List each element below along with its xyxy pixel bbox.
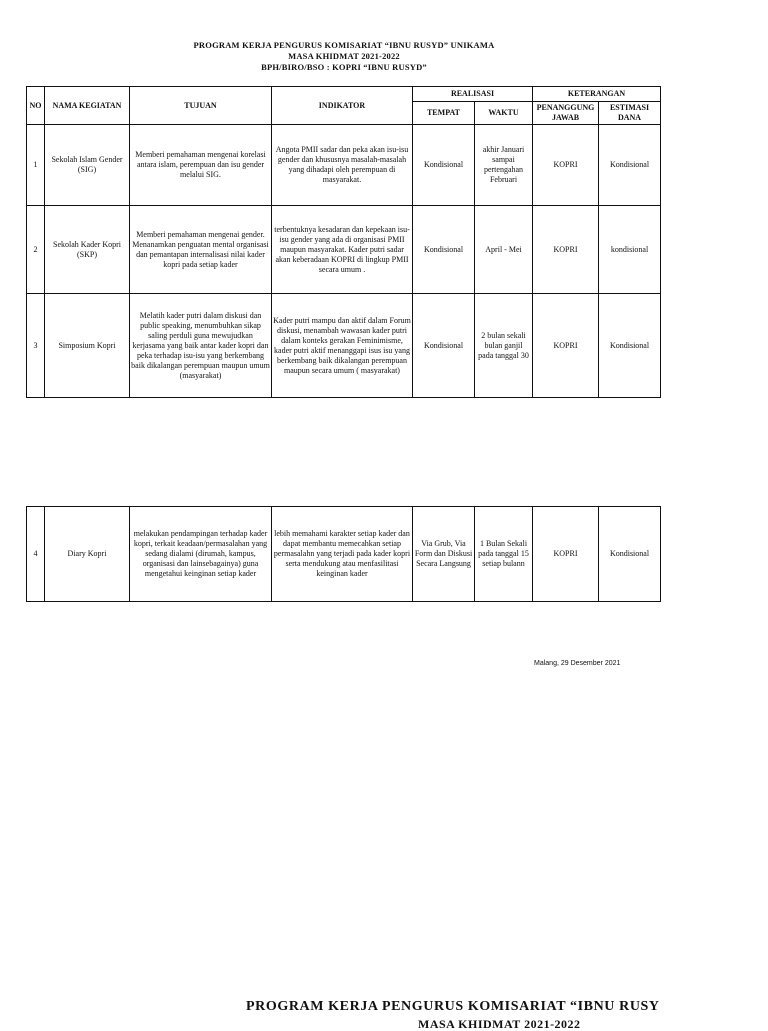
row-tempat: Via Grub, Via Form dan Diskusi Secara Langsung bbox=[413, 507, 475, 602]
header-period: MASA KHIDMAT 2021-2022 bbox=[288, 51, 400, 61]
program-table bbox=[26, 86, 661, 398]
header-penanggung-jawab: PENANGGUNG JAWAB bbox=[533, 102, 599, 125]
row-estimasi-dana: Kondisional bbox=[599, 507, 661, 602]
row-tujuan: Memberi pemahaman mengenai korelasi antara islam, perempuan dan isu gender melalui SIG. bbox=[130, 125, 272, 206]
row-tempat: Kondisional bbox=[413, 206, 475, 294]
row-nama-kegiatan: Sekolah Islam Gender (SIG) bbox=[45, 125, 130, 206]
header-no: NO bbox=[27, 87, 45, 125]
header-title: PROGRAM KERJA PENGURUS KOMISARIAT “IBNU RUSYD” UNIKAMA bbox=[193, 40, 495, 50]
row-indikator: Angota PMII sadar dan peka akan isu-isu gender dan khususnya masalah-masalah yang dihadapi oleh perempuan di masyarakat. bbox=[272, 125, 413, 206]
row-no: 4 bbox=[27, 507, 45, 602]
row-tempat: Kondisional bbox=[413, 125, 475, 206]
table-row bbox=[27, 507, 661, 602]
program-table-continued bbox=[26, 506, 661, 602]
next-page-title: PROGRAM KERJA PENGURUS KOMISARIAT “IBNU RUSY bbox=[246, 999, 660, 1014]
header-nama-kegiatan: NAMA KEGIATAN bbox=[45, 87, 130, 125]
row-estimasi-dana: Kondisional bbox=[599, 294, 661, 398]
row-estimasi-dana: kondisional bbox=[599, 206, 661, 294]
header-tempat: TEMPAT bbox=[413, 102, 475, 125]
row-tujuan: Melatih kader putri dalam diskusi dan public speaking, menumbuhkan sikap saling perduli guna mewujudkan kerjasama yang baik antar kader kopri dan peka terhadap isu-isu yang berkembang baik dikalangan perempuan maupun umum (masyarakat) bbox=[130, 294, 272, 398]
row-no: 2 bbox=[27, 206, 45, 294]
row-tempat: Kondisional bbox=[413, 294, 475, 398]
row-estimasi-dana: Kondisional bbox=[599, 125, 661, 206]
row-indikator: Kader putri mampu dan aktif dalam Forum diskusi, menambah wawasan kader putri dalam konteks gerakan Feminimisme, kader putri aktif menanggapi isus isu yang berkembang baik dikalangan perempuan maupun secara umum ( masyarakat) bbox=[272, 294, 413, 398]
row-nama-kegiatan: Sekolah Kader Kopri (SKP) bbox=[45, 206, 130, 294]
row-tujuan: melakukan pendampingan terhadap kader kopri, terkait keadaan/permasalahan yang sedang dialami (dirumah, kampus, organisasi dan lainsebagainya) guna mengetahui keinginan setiap kader bbox=[130, 507, 272, 602]
header-indikator: INDIKATOR bbox=[272, 87, 413, 125]
row-indikator: lebih memahami karakter setiap kader dan dapat membantu memecahkan setiap permasalahn yang terjadi pada kader kopri serta mendukung atau menfasilitasi keinginan kader bbox=[272, 507, 413, 602]
table-row bbox=[27, 125, 661, 206]
row-indikator: terbentuknya kesadaran dan kepekaan isu-isu gender yang ada di organisasi PMII maupun masyarakat. Kader putri sadar akan keberadaan KOPRI di lingkup PMII secara umum . bbox=[272, 206, 413, 294]
header-tujuan: TUJUAN bbox=[130, 87, 272, 125]
row-tujuan: Memberi pemahaman mengenai gender. Menanamkan penguatan mental organisasi dan pemantapan internalisasi nilai kader kopri pada setiap kader bbox=[130, 206, 272, 294]
row-no: 3 bbox=[27, 294, 45, 398]
city-date: Malang, 29 Desember 2021 bbox=[534, 660, 621, 667]
row-penanggung-jawab: KOPRI bbox=[533, 125, 599, 206]
row-waktu: akhir Januari sampai pertengahan Februari bbox=[475, 125, 533, 206]
next-page-subtitle: MASA KHIDMAT 2021-2022 bbox=[418, 1017, 581, 1031]
row-waktu: 2 bulan sekali bulan ganjil pada tanggal 30 bbox=[475, 294, 533, 398]
row-waktu: 1 Bulan Sekali pada tanggal 15 setiap bulann bbox=[475, 507, 533, 602]
header-realisasi: REALISASI bbox=[413, 87, 533, 102]
table-row bbox=[27, 206, 661, 294]
row-no: 1 bbox=[27, 125, 45, 206]
row-penanggung-jawab: KOPRI bbox=[533, 206, 599, 294]
row-nama-kegiatan: Simposium Kopri bbox=[45, 294, 130, 398]
row-waktu: April - Mei bbox=[475, 206, 533, 294]
header-estimasi-dana: ESTIMASI DANA bbox=[599, 102, 661, 125]
row-penanggung-jawab: KOPRI bbox=[533, 294, 599, 398]
row-nama-kegiatan: Diary Kopri bbox=[45, 507, 130, 602]
header-waktu: WAKTU bbox=[475, 102, 533, 125]
header-division: BPH/BIRO/BSO : KOPRI “IBNU RUSYD” bbox=[261, 62, 427, 72]
document-header bbox=[0, 40, 688, 73]
table-row bbox=[27, 294, 661, 398]
row-penanggung-jawab: KOPRI bbox=[533, 507, 599, 602]
header-keterangan: KETERANGAN bbox=[533, 87, 661, 102]
